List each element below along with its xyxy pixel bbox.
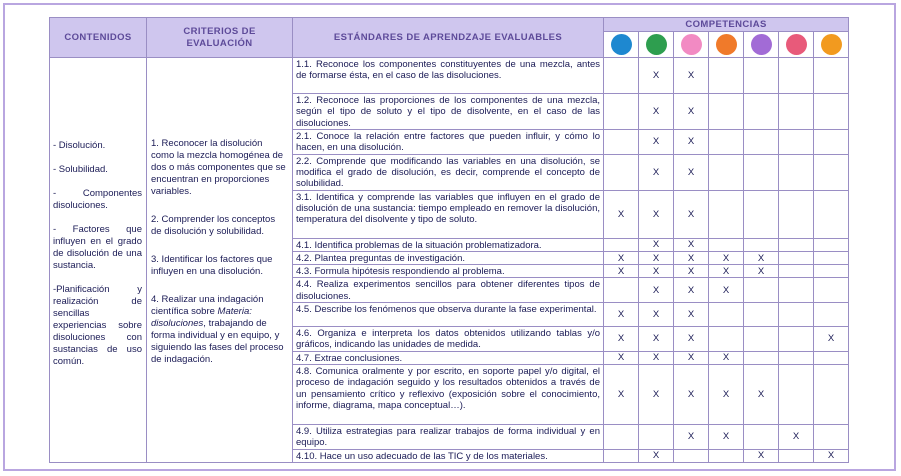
competencia-mark xyxy=(814,154,849,190)
criterio-item: 3. Identificar los factores que influyen en una disolución. xyxy=(151,253,273,277)
criterio-text: , trabajando de forma individual y en equipo, y siguiendo las fases del proceso de indagación. xyxy=(151,317,284,365)
competencia-mark xyxy=(604,94,639,130)
competencia-mark xyxy=(779,351,814,364)
competencia-mark: X xyxy=(814,449,849,462)
competencia-mark xyxy=(709,327,744,352)
competencia-mark: X xyxy=(709,251,744,264)
competencia-mark xyxy=(744,278,779,303)
competencia-mark: X xyxy=(639,278,674,303)
competencia-mark xyxy=(709,190,744,238)
competencia-mark xyxy=(779,130,814,155)
competencia-mark xyxy=(709,303,744,327)
competencia-mark xyxy=(604,424,639,449)
competencia-mark xyxy=(604,278,639,303)
competencia-mark xyxy=(814,130,849,155)
competencia-mark: X xyxy=(639,58,674,94)
criterios-cell xyxy=(147,58,293,463)
competencia-mark xyxy=(604,58,639,94)
competencia-mark: X xyxy=(779,424,814,449)
competencia-mark: X xyxy=(639,265,674,278)
competencia-mark: X xyxy=(604,364,639,424)
competencia-mark xyxy=(779,154,814,190)
competencia-mark: X xyxy=(709,351,744,364)
competencia-mark: X xyxy=(639,94,674,130)
estandar-cell: 4.1. Identifica problemas de la situación problematizadora. xyxy=(293,238,604,251)
competencia-mark xyxy=(779,303,814,327)
estandar-cell: 4.5. Describe los fenómenos que observa durante la fase experimental. xyxy=(293,303,604,327)
competencia-mark xyxy=(779,58,814,94)
competencia-mark: X xyxy=(604,251,639,264)
estandar-cell: 3.1. Identifica y comprende las variables que influyen en el grado de disolución de una sustancia: tiempo empleado en remover la disolución, temperatura del disolvente y tipo de soluto. xyxy=(293,190,604,238)
competencia-mark xyxy=(814,265,849,278)
power-icon xyxy=(821,34,842,55)
competencia-mark xyxy=(814,351,849,364)
competencia-mark xyxy=(814,238,849,251)
estandar-cell: 4.6. Organiza e interpreta los datos obtenidos utilizando tablas y/o gráficos, indicando las unidades de medida. xyxy=(293,327,604,352)
competencia-mark: X xyxy=(674,327,709,352)
letters-icon xyxy=(681,34,702,55)
estandar-cell: 4.7. Extrae conclusiones. xyxy=(293,351,604,364)
competencia-mark xyxy=(779,327,814,352)
competencia-mark: X xyxy=(674,154,709,190)
competencia-mark xyxy=(709,58,744,94)
competencia-mark: X xyxy=(674,94,709,130)
competencia-cell xyxy=(674,32,709,58)
competencia-mark: X xyxy=(709,265,744,278)
competencia-mark xyxy=(814,424,849,449)
competencia-mark xyxy=(709,238,744,251)
competencia-mark xyxy=(744,154,779,190)
criterio-item xyxy=(151,294,288,366)
globe-icon xyxy=(646,34,667,55)
header-competencias: COMPETENCIAS xyxy=(604,18,849,32)
competencia-mark: X xyxy=(639,190,674,238)
competencia-mark xyxy=(709,130,744,155)
competencia-mark: X xyxy=(674,130,709,155)
competencia-mark: X xyxy=(674,303,709,327)
competencia-mark: X xyxy=(709,364,744,424)
criterio-text: 4. Realizar una indagación científica sobre xyxy=(151,293,264,317)
estandar-cell: 1.1. Reconoce los componentes constituyentes de una mezcla, antes de formarse ésta, en el caso de las disoluciones. xyxy=(293,58,604,94)
competencia-mark xyxy=(744,130,779,155)
competencia-mark: X xyxy=(604,265,639,278)
competencia-mark: X xyxy=(674,351,709,364)
competencia-mark: X xyxy=(814,327,849,352)
competencia-cell xyxy=(779,32,814,58)
network-icon xyxy=(751,34,772,55)
competencia-mark: X xyxy=(744,265,779,278)
competencia-mark xyxy=(604,449,639,462)
competencia-mark xyxy=(814,364,849,424)
competencia-mark: X xyxy=(639,327,674,352)
header-criterios: CRITERIOS DE EVALUACIÓN xyxy=(147,18,293,58)
competencia-mark xyxy=(779,449,814,462)
header-contenidos: CONTENIDOS xyxy=(50,18,147,58)
competencia-mark xyxy=(814,94,849,130)
estandar-cell: 2.1. Conoce la relación entre factores que pueden influir, y cómo lo hacen, en una disolución. xyxy=(293,130,604,155)
competencia-mark: X xyxy=(604,327,639,352)
competencia-mark xyxy=(709,94,744,130)
competencia-mark: X xyxy=(639,449,674,462)
competencia-mark: X xyxy=(674,251,709,264)
competencia-mark: X xyxy=(674,278,709,303)
contenido-item: - Componentes disoluciones. xyxy=(53,187,142,211)
competencia-mark: X xyxy=(674,364,709,424)
competencia-mark: X xyxy=(639,351,674,364)
competencia-cell xyxy=(709,32,744,58)
competencia-mark xyxy=(744,351,779,364)
competencia-mark xyxy=(779,251,814,264)
competencia-mark: X xyxy=(674,58,709,94)
competencia-mark xyxy=(779,265,814,278)
competencia-mark xyxy=(639,424,674,449)
contenido-item: - Factores que influyen en el grado de disolución de una sustancia. xyxy=(53,223,142,271)
competencia-mark xyxy=(779,278,814,303)
estandar-cell: 4.3. Formula hipótesis respondiendo al problema. xyxy=(293,265,604,278)
competencia-mark xyxy=(814,278,849,303)
people-icon xyxy=(786,34,807,55)
competencia-mark xyxy=(604,154,639,190)
competencia-mark: X xyxy=(744,251,779,264)
criterio-item: 1. Reconocer la disolución como la mezcla homogénea de dos o más componentes que se encuentran en proporciones variables. xyxy=(151,137,286,197)
estandar-cell: 4.8. Comunica oralmente y por escrito, en soporte papel y/o digital, el proceso de indagación seguido y los resultados obtenidos a través de un pensamiento crítico y reflexivo (exposición sobre el conocimiento, informe, diagrama, mapa conceptual…). xyxy=(293,364,604,424)
competencia-mark xyxy=(744,190,779,238)
competencia-mark xyxy=(744,58,779,94)
chart-icon xyxy=(716,34,737,55)
competencia-mark: X xyxy=(674,265,709,278)
competencia-mark: X xyxy=(709,424,744,449)
competencia-mark xyxy=(709,154,744,190)
competencia-mark xyxy=(779,364,814,424)
estandar-cell: 4.2. Plantea preguntas de investigación. xyxy=(293,251,604,264)
criterio-item: 2. Comprender los conceptos de disolución y solubilidad. xyxy=(151,213,276,237)
competencia-mark: X xyxy=(639,130,674,155)
competencia-mark: X xyxy=(674,424,709,449)
estandar-cell: 4.4. Realiza experimentos sencillos para obtener diferentes tipos de disoluciones. xyxy=(293,278,604,303)
competencia-cell xyxy=(744,32,779,58)
curriculum-table xyxy=(49,17,849,463)
competencia-mark: X xyxy=(639,303,674,327)
competencia-mark: X xyxy=(674,238,709,251)
competencia-mark: X xyxy=(604,351,639,364)
contenido-item: -Planificación y realización de sencillas experiencias sobre disoluciones con sustancias de uso común. xyxy=(53,283,142,367)
competencia-mark xyxy=(744,327,779,352)
competencia-mark xyxy=(744,94,779,130)
competencia-cell xyxy=(604,32,639,58)
competencia-mark xyxy=(744,303,779,327)
competencia-mark: X xyxy=(604,190,639,238)
competencia-mark: X xyxy=(604,303,639,327)
competencia-mark xyxy=(814,190,849,238)
competencia-mark: X xyxy=(639,238,674,251)
competencia-mark: X xyxy=(639,154,674,190)
table-row xyxy=(50,58,849,94)
competencia-mark xyxy=(779,238,814,251)
competencia-mark xyxy=(814,251,849,264)
criterio-italic-text: Materia: disoluciones xyxy=(151,305,252,329)
competencia-mark xyxy=(744,238,779,251)
competencia-mark xyxy=(604,130,639,155)
competencia-mark xyxy=(814,58,849,94)
estandar-cell: 4.10. Hace un uso adecuado de las TIC y de los materiales. xyxy=(293,449,604,462)
competencia-mark: X xyxy=(744,449,779,462)
contenidos-cell xyxy=(50,58,147,463)
competencia-mark xyxy=(779,190,814,238)
book-icon xyxy=(611,34,632,55)
competencia-mark xyxy=(744,424,779,449)
competencia-mark: X xyxy=(709,278,744,303)
contenido-item: - Solubilidad. xyxy=(53,163,108,175)
contenido-item: - Disolución. xyxy=(53,139,106,151)
estandar-cell: 2.2. Comprende que modificando las variables en una disolución, se modifica el grado de disolución, es decir, comprende el concepto de solubilidad. xyxy=(293,154,604,190)
competencia-mark xyxy=(814,303,849,327)
competencia-mark: X xyxy=(674,190,709,238)
competencia-cell xyxy=(814,32,849,58)
competencia-mark xyxy=(674,449,709,462)
estandar-cell: 4.9. Utiliza estrategias para realizar trabajos de forma individual y en equipo. xyxy=(293,424,604,449)
competencia-mark: X xyxy=(744,364,779,424)
competencia-mark: X xyxy=(639,251,674,264)
header-estandares: ESTÁNDARES DE APRENDZAJE EVALUABLES xyxy=(293,18,604,58)
competencia-mark xyxy=(604,238,639,251)
competencia-mark: X xyxy=(639,364,674,424)
competencia-mark xyxy=(779,94,814,130)
competencia-mark xyxy=(709,449,744,462)
competencia-cell xyxy=(639,32,674,58)
estandar-cell: 1.2. Reconoce las proporciones de los componentes de una mezcla, según el tipo de soluto y el tipo de disolvente, en el caso de las disoluciones. xyxy=(293,94,604,130)
